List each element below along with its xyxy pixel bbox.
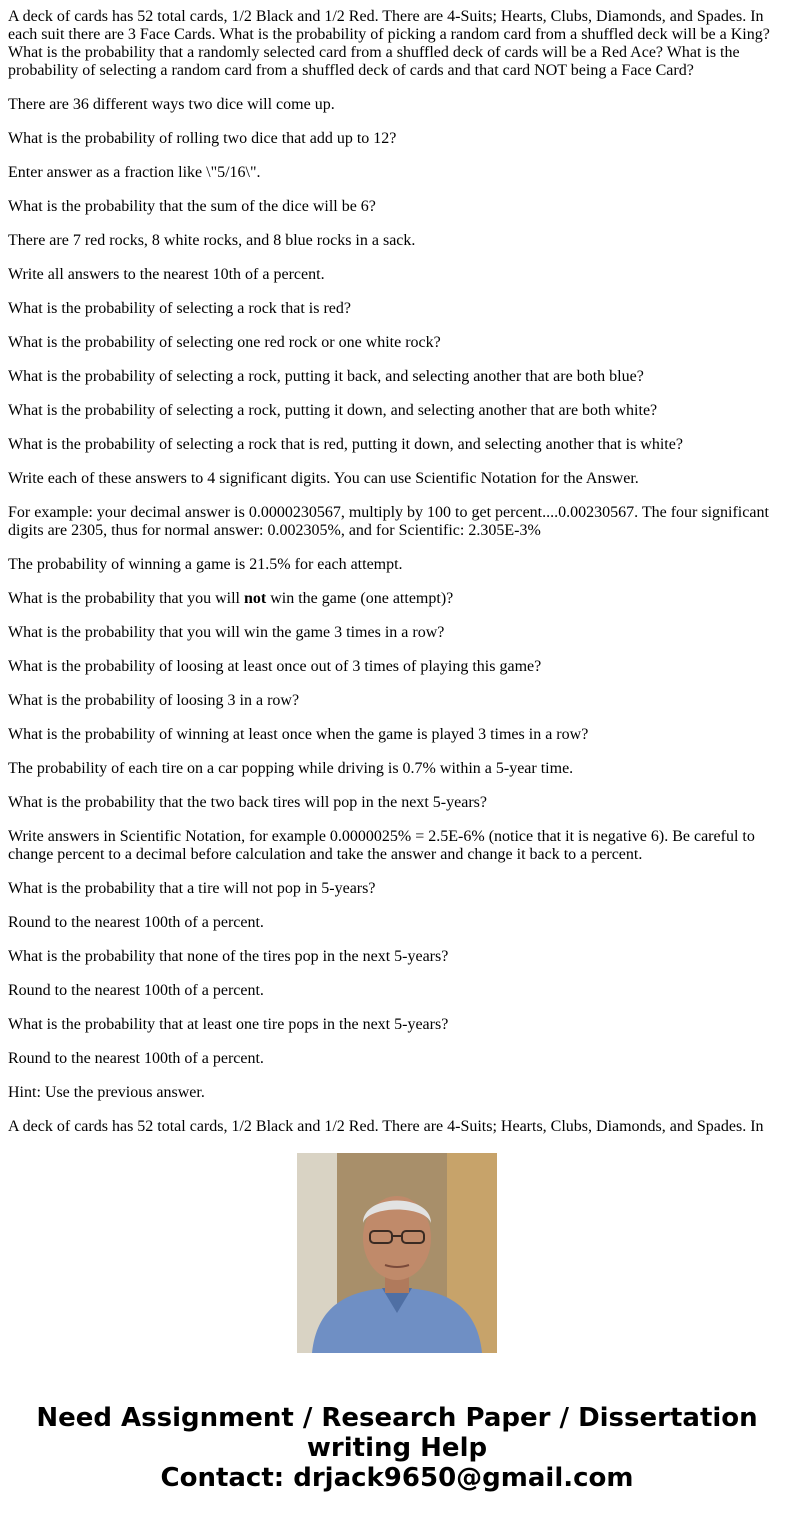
paragraph-cards-intro: A deck of cards has 52 total cards, 1/2 Black and 1/2 Red. There are 4-Suits; Hearts, Clubs, Diamonds, and Spades. In each suit there are 3 Face Cards. What is the probability of picking a random card from a shuffled deck will be a King? What is the probability that a randomly selected card from a shuffled deck of cards will be a Red Ace? What is the probability of selecting a random card from a shuffled deck of cards and that card NOT being a Face Card? — [8, 8, 770, 79]
paragraph-rounding-1: Round to the nearest 100th of a percent. — [8, 914, 264, 931]
document-body — [8, 0, 786, 1135]
paragraph-cards-intro-repeat: A deck of cards has 52 total cards, 1/2 Black and 1/2 Red. There are 4-Suits; Hearts, Clubs, Diamonds, and Spades. In — [8, 1118, 764, 1135]
paragraph-fraction-format: Enter answer as a fraction like \"5/16\". — [8, 164, 261, 181]
paragraph-tire-not-pop: What is the probability that a tire will not pop in 5-years? — [8, 880, 376, 897]
paragraph-game-win-3: What is the probability that you will win the game 3 times in a row? — [8, 624, 445, 641]
paragraph-game-win-once: What is the probability of winning at least once when the game is played 3 times in a row? — [8, 726, 589, 743]
author-photo — [297, 1153, 497, 1353]
portrait-image — [297, 1153, 497, 1353]
paragraph-rock-both-white: What is the probability of selecting a rock, putting it down, and selecting another that are both white? — [8, 402, 658, 419]
paragraph-tire-back-two: What is the probability that the two back tires will pop in the next 5-years? — [8, 794, 487, 811]
promo-banner — [0, 1403, 794, 1493]
paragraph-rocks-intro: There are 7 red rocks, 8 white rocks, and 8 blue rocks in a sack. — [8, 232, 416, 249]
paragraph-game-lose-once: What is the probability of loosing at least once out of 3 times of playing this game? — [8, 658, 542, 675]
bold-not: not — [243, 590, 267, 607]
paragraph-rock-red-then-white: What is the probability of selecting a rock that is red, putting it down, and selecting another that is white? — [8, 436, 683, 453]
paragraph-rock-red: What is the probability of selecting a rock that is red? — [8, 300, 351, 317]
paragraph-rock-both-blue: What is the probability of selecting a rock, putting it back, and selecting another that are both blue? — [8, 368, 644, 385]
paragraph-tire-at-least-one: What is the probability that at least one tire pops in the next 5-years? — [8, 1016, 449, 1033]
paragraph-game-not-win — [8, 590, 786, 608]
paragraph-hint: Hint: Use the previous answer. — [8, 1084, 205, 1101]
paragraph-game-intro: The probability of winning a game is 21.5% for each attempt. — [8, 556, 403, 573]
paragraph-tire-intro: The probability of each tire on a car popping while driving is 0.7% within a 5-year time. — [8, 760, 574, 777]
promo-line-2: writing Help — [306, 1433, 488, 1463]
promo-line-1: Need Assignment / Research Paper / Dissertation — [36, 1403, 758, 1433]
paragraph-tire-none-pop: What is the probability that none of the tires pop in the next 5-years? — [8, 948, 449, 965]
paragraph-game-lose-3: What is the probability of loosing 3 in a row? — [8, 692, 300, 709]
paragraph-example: For example: your decimal answer is 0.0000230567, multiply by 100 to get percent....0.00230567. The four significant digits are 2305, thus for normal answer: 0.002305%, and for Scientific: 2.305E-3% — [8, 504, 769, 539]
paragraph-dice-sum-6: What is the probability that the sum of the dice will be 6? — [8, 198, 376, 215]
paragraph-significant-digits: Write each of these answers to 4 significant digits. You can use Scientific Notation for the Answer. — [8, 470, 639, 487]
paragraph-rounding-3: Round to the nearest 100th of a percent. — [8, 1050, 264, 1067]
paragraph-dice-ways: There are 36 different ways two dice will come up. — [8, 96, 335, 113]
paragraph-scientific-notation: Write answers in Scientific Notation, for example 0.0000025% = 2.5E-6% (notice that it is negative 6). Be careful to change percent to a decimal before calculation and take the answer and change it back to a percent. — [8, 828, 755, 863]
promo-contact: Contact: drjack9650@gmail.com — [160, 1463, 634, 1493]
text-segment: win the game (one attempt)? — [266, 590, 454, 607]
paragraph-dice-12: What is the probability of rolling two dice that add up to 12? — [8, 130, 397, 147]
text-segment: What is the probability that you will — [8, 590, 244, 607]
paragraph-rock-red-or-white: What is the probability of selecting one red rock or one white rock? — [8, 334, 441, 351]
paragraph-rocks-rounding: Write all answers to the nearest 10th of a percent. — [8, 266, 325, 283]
paragraph-rounding-2: Round to the nearest 100th of a percent. — [8, 982, 264, 999]
